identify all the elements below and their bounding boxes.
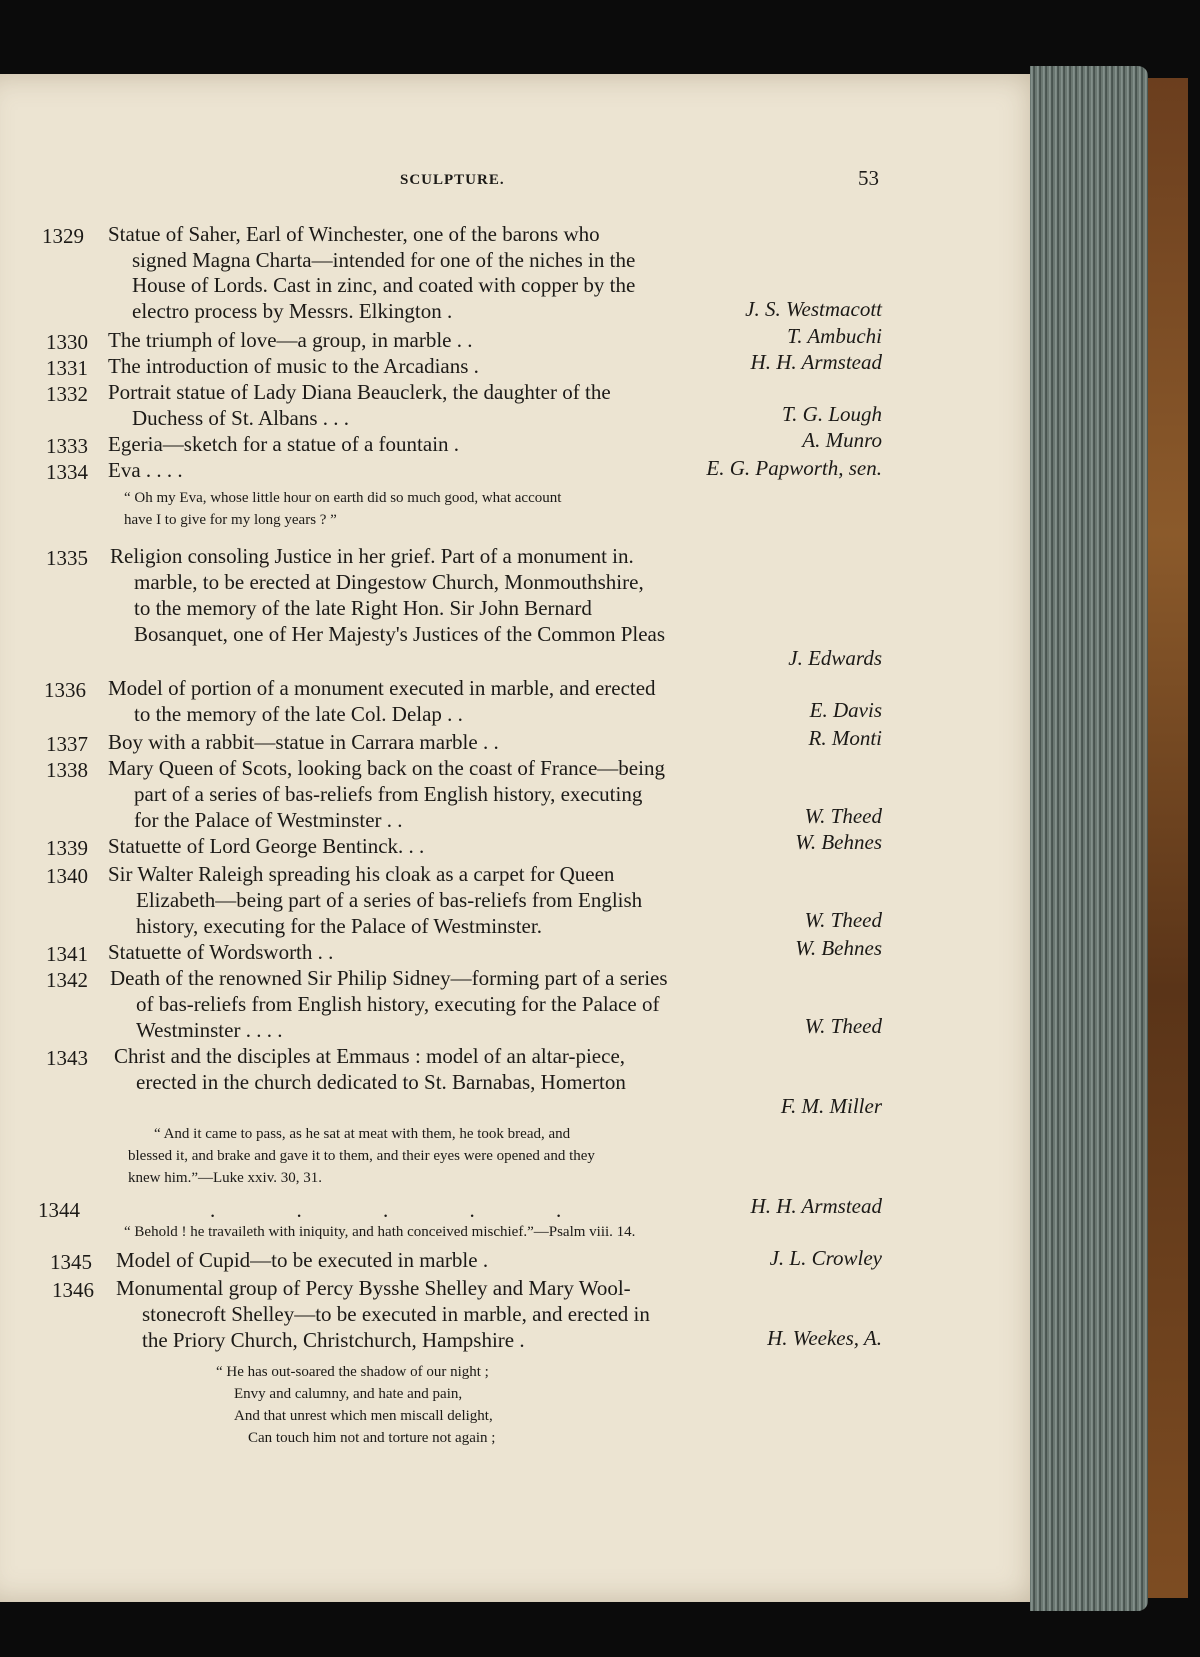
entry-number: 1337	[46, 732, 88, 756]
entry-number: 1346	[52, 1278, 94, 1302]
artist-name: W. Theed	[804, 908, 882, 932]
entry-line: Model of Cupid—to be executed in marble .	[116, 1248, 489, 1272]
entry-line: Duchess of St. Albans . . .	[132, 406, 349, 430]
entry-line: for the Palace of Westminster . .	[134, 808, 403, 832]
entry-line: Mary Queen of Scots, looking back on the coast of France—being	[108, 756, 665, 780]
entry-number: 1332	[46, 382, 88, 406]
entry-line: Portrait statue of Lady Diana Beauclerk, the daughter of the	[108, 380, 611, 404]
artist-name: H. H. Armstead	[750, 350, 882, 374]
artist-name: J. S. Westmacott	[745, 297, 882, 321]
entry-line: Sir Walter Raleigh spreading his cloak as a carpet for Queen	[108, 862, 615, 886]
entry-number: 1335	[46, 546, 88, 570]
entry-line: of bas-reliefs from English history, executing for the Palace of	[136, 992, 660, 1016]
artist-name: T. Ambuchi	[787, 324, 882, 348]
artist-name: A. Munro	[802, 428, 882, 452]
entry-number: 1344	[38, 1198, 80, 1222]
artist-name: W. Behnes	[795, 830, 882, 854]
artist-name: J. L. Crowley	[769, 1246, 882, 1270]
artist-name: H. H. Armstead	[750, 1194, 882, 1218]
running-header: SCULPTURE.	[400, 172, 505, 188]
entry-number: 1342	[46, 968, 88, 992]
entry-line: Religion consoling Justice in her grief. Part of a monument in.	[110, 544, 634, 568]
quotation-line: have I to give for my long years ? ”	[124, 512, 337, 528]
entry-number: 1330	[46, 330, 88, 354]
entry-line: Monumental group of Percy Bysshe Shelley and Mary Wool-	[116, 1276, 631, 1300]
entry-line: Statuette of Lord George Bentinck. . .	[108, 834, 425, 858]
quotation-line: “ Behold ! he travaileth with iniquity, and hath conceived mischief.”—Psalm viii. 14.	[124, 1224, 636, 1240]
page-number: 53	[858, 166, 879, 190]
quotation-line: “ And it came to pass, as he sat at meat with them, he took bread, and	[154, 1126, 571, 1142]
artist-name: R. Monti	[808, 726, 882, 750]
entry-line: Death of the renowned Sir Philip Sidney—forming part of a series	[110, 966, 668, 990]
quotation-line: blessed it, and brake and gave it to them, and their eyes were opened and they	[128, 1148, 595, 1164]
page-edges	[1030, 66, 1148, 1611]
entry-number: 1339	[46, 836, 88, 860]
entry-line: Boy with a rabbit—statue in Carrara marble . .	[108, 730, 499, 754]
artist-name: W. Behnes	[795, 936, 882, 960]
entry-line: erected in the church dedicated to St. Barnabas, Homerton	[136, 1070, 626, 1094]
entry-number: 1338	[46, 758, 88, 782]
artist-name: F. M. Miller	[780, 1094, 882, 1118]
entry-number: 1331	[46, 356, 88, 380]
entry-number: 1333	[46, 434, 88, 458]
artist-name: H. Weekes, A.	[767, 1326, 882, 1350]
quotation-line: knew him.”—Luke xxiv. 30, 31.	[128, 1170, 322, 1186]
artist-name: W. Theed	[804, 1014, 882, 1038]
entry-line: Eva . . . .	[108, 458, 183, 482]
entry-line: history, executing for the Palace of Westminster.	[136, 914, 542, 938]
entry-line: House of Lords. Cast in zinc, and coated with copper by the	[132, 273, 636, 297]
entry-line: Christ and the disciples at Emmaus : model of an altar-piece,	[114, 1044, 626, 1068]
entry-line: marble, to be erected at Dingestow Church, Monmouthshire,	[134, 570, 644, 594]
entry-line: The introduction of music to the Arcadians .	[108, 354, 479, 378]
artist-name: E. Davis	[809, 698, 882, 722]
entry-line: the Priory Church, Christchurch, Hampshire .	[142, 1328, 525, 1352]
entry-line: Statuette of Wordsworth . .	[108, 940, 334, 964]
entry-number: 1340	[46, 864, 88, 888]
entry-line: Bosanquet, one of Her Majesty's Justices of the Common Pleas	[134, 622, 666, 646]
entry-number: 1336	[44, 678, 86, 702]
entry-number: 1345	[50, 1250, 92, 1274]
entry-line: electro process by Messrs. Elkington .	[132, 299, 453, 323]
artist-name: W. Theed	[804, 804, 882, 828]
entry-line: The triumph of love—a group, in marble . .	[108, 328, 473, 352]
entry-number: 1334	[46, 460, 88, 484]
entry-line: stonecroft Shelley—to be executed in marble, and erected in	[142, 1302, 650, 1326]
entry-line: Westminster . . . .	[136, 1018, 283, 1042]
quotation-line: “ Oh my Eva, whose little hour on earth did so much good, what account	[124, 490, 562, 506]
quotation-line: Can touch him not and torture not again ;	[248, 1430, 496, 1446]
book-cover-edge	[1148, 78, 1188, 1598]
entry-line: to the memory of the late Col. Delap . .	[134, 702, 463, 726]
quotation-line: Envy and calumny, and hate and pain,	[234, 1386, 463, 1402]
entry-number: 1341	[46, 942, 88, 966]
entry-line: . . . . .	[210, 1198, 600, 1222]
entry-line: part of a series of bas-reliefs from English history, executing	[134, 782, 643, 806]
entry-line: Statue of Saher, Earl of Winchester, one of the barons who	[108, 222, 600, 246]
entry-number: 1329	[42, 224, 84, 248]
entry-line: Elizabeth—being part of a series of bas-reliefs from English	[136, 888, 643, 912]
entry-line: to the memory of the late Right Hon. Sir John Bernard	[134, 596, 592, 620]
artist-name: E. G. Papworth, sen.	[706, 456, 882, 480]
quotation-line: And that unrest which men miscall delight,	[234, 1408, 493, 1424]
entry-line: signed Magna Charta—intended for one of the niches in the	[132, 248, 636, 272]
entry-line: Egeria—sketch for a statue of a fountain .	[108, 432, 460, 456]
artist-name: J. Edwards	[788, 646, 882, 670]
entry-number: 1343	[46, 1046, 88, 1070]
artist-name: T. G. Lough	[782, 402, 882, 426]
entry-line: Model of portion of a monument executed in marble, and erected	[108, 676, 656, 700]
quotation-line: “ He has out-soared the shadow of our night ;	[216, 1364, 489, 1380]
